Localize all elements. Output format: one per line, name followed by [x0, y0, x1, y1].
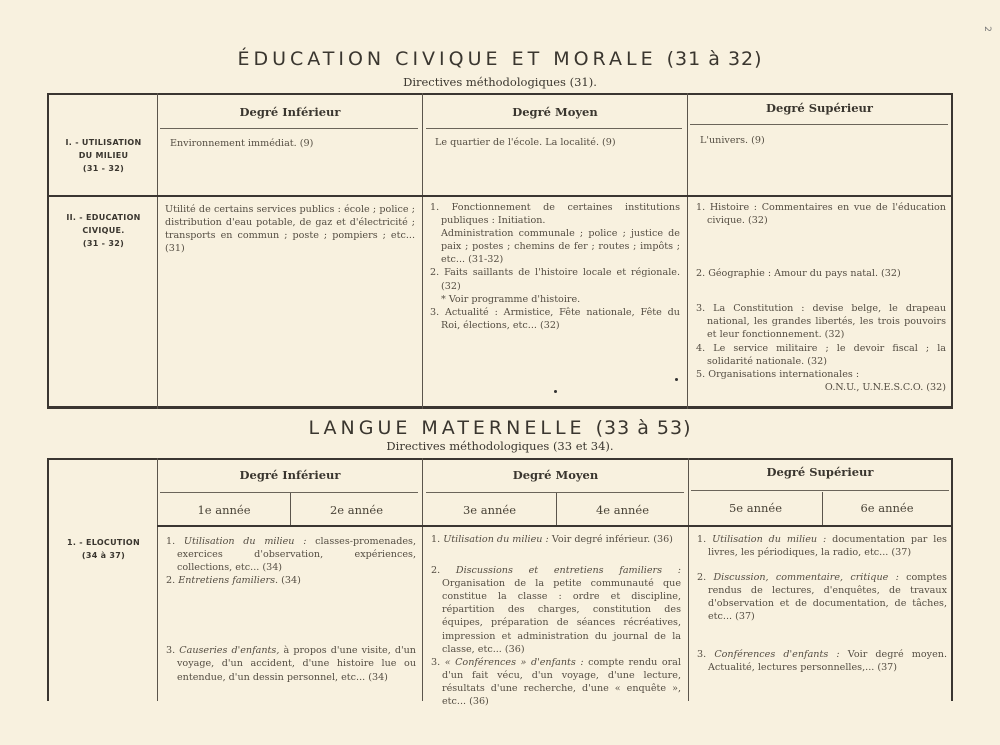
item-number: 1. [431, 534, 441, 545]
year-header: 5e année [728, 501, 783, 515]
cell-inferieur [166, 535, 416, 684]
list-item: 3. Actualité : Armistice, Fête nationale, Fête du Roi, élections, etc... (32) [430, 306, 680, 331]
list-item [166, 644, 416, 683]
section2-title-range: (33 à 53) [595, 417, 692, 439]
row-label-line: DU MILIEU [78, 151, 129, 160]
header-underline [690, 124, 948, 125]
item-text: documentation par les livres, les périodiques, la radio, etc... (37) [708, 534, 947, 559]
item-number: 3. [431, 656, 441, 668]
row-label-line: (34 à 37) [81, 551, 126, 560]
item-number: 2. [431, 565, 441, 577]
year-header: 4e année [595, 503, 650, 517]
header-underline [426, 128, 682, 129]
row-label-utilisation [50, 136, 157, 175]
header-underline [691, 490, 949, 491]
scan-speck [675, 378, 678, 381]
item-text: compte rendu oral d'un fait vécu, d'un voyage, d'une lecture, résultats d'une recherche, d'une « enquête », etc... (36) [442, 656, 681, 708]
section1-title [0, 48, 1000, 70]
year-header: 3e année [462, 503, 517, 517]
header-superieur: Degré Supérieur [766, 101, 873, 115]
item-title: Utilisation du milieu : [712, 534, 827, 545]
header-moyen: Degré Moyen [512, 105, 598, 119]
cell-inferieur: Environnement immédiat. (9) [170, 138, 314, 149]
list-item [697, 648, 947, 674]
list-item: 4. Le service militaire ; le devoir fiscal ; la solidarité nationale. (32) [696, 342, 946, 367]
list-item [166, 535, 416, 574]
cell-moyen [431, 533, 681, 708]
cell-inferieur: Utilité de certains services publics : école ; police ; distribution d'eau potable, de gaz et d'électricité ; transports en commun ; poste ; pompiers ; etc... (31) [165, 204, 415, 255]
list-item: 2. Faits saillants de l'histoire locale et régionale. (32) [430, 267, 680, 292]
row-label-elocution [50, 536, 157, 562]
header-underline [160, 128, 418, 129]
list-item: 3. La Constitution : devise belge, le drapeau national, les grandes libertés, les trois pouvoirs et leur fonctionnement. (32) [696, 303, 946, 341]
header-superieur: Degré Supérieur [766, 465, 874, 479]
list-item: 1. Fonctionnement de certaines institutions publiques : Initiation. [430, 202, 680, 227]
item-title: « Conférences » d'enfants : [444, 656, 584, 668]
list-item: 2. Géographie : Amour du pays natal. (32) [696, 268, 901, 280]
item-title: Entretiens familiers. [178, 575, 279, 587]
list-item [166, 574, 416, 587]
table-border-right [951, 458, 953, 701]
page-number: 2 [981, 26, 992, 32]
item-number: 3. [166, 645, 176, 657]
section2-title-text: LANGUE MATERNELLE [308, 417, 586, 439]
row-label-line: (31 - 32) [82, 239, 125, 248]
section1-title-text: ÉDUCATION CIVIQUE ET MORALE [237, 48, 657, 70]
header-inferieur: Degré Inférieur [239, 468, 341, 482]
header-underline [426, 492, 684, 493]
col-divider [422, 458, 423, 701]
col-divider [422, 93, 423, 409]
item-text: Organisation de la petite communauté que constitue la classe : ordre et discipline, répartition des charges, constitution des équipes, préparation de séances récréatives, impression et administration du journal de la classe, etc... (36) [442, 578, 681, 655]
list-item: 1. Histoire : Commentaires en vue de l'éducation civique. (32) [696, 202, 946, 227]
section2-subtitle: Directives méthodologiques (33 et 34). [386, 439, 614, 453]
cell-superieur [696, 201, 946, 394]
cell-superieur: L'univers. (9) [700, 135, 765, 146]
header-inferieur: Degré Inférieur [239, 105, 341, 119]
col-divider [157, 93, 158, 409]
row-label-line: 1. - ELOCUTION [66, 538, 141, 547]
col-divider [688, 458, 689, 701]
table-border-top [47, 93, 953, 95]
table-border-left [47, 458, 49, 701]
year-row-divider [157, 525, 953, 527]
row-label-line: I. - UTILISATION [65, 138, 142, 147]
item-number: 1. [166, 536, 176, 547]
item-text: à propos d'une visite, d'un voyage, d'un accident, d'une histoire lue ou entendue, d'un dessin personnel, etc... (34) [177, 645, 416, 683]
section1-title-range: (31 à 32) [666, 48, 763, 70]
item-title: Discussion, commentaire, critique : [713, 572, 899, 584]
item-number: 2. [166, 575, 176, 587]
item-title: Utilisation du milieu : [443, 534, 549, 545]
table-border-top [47, 458, 953, 460]
year-header: 2e année [329, 503, 384, 517]
header-underline [160, 492, 418, 493]
item-text: (34) [281, 575, 301, 587]
item-title: Conférences d'enfants : [714, 648, 840, 660]
cell-moyen [430, 201, 680, 332]
list-item-note: * Voir programme d'histoire. [441, 293, 581, 305]
row-label-education-civique [50, 211, 157, 250]
item-text: Voir degré inférieur. (36) [551, 534, 673, 545]
item-title: Utilisation du milieu : [183, 536, 307, 547]
list-item: 5. Organisations internationales : [696, 368, 860, 380]
list-item [431, 656, 681, 708]
scan-speck [554, 390, 557, 393]
year-header: 6e année [860, 501, 914, 515]
table-border-left [47, 93, 49, 409]
cell-moyen: Le quartier de l'école. La localité. (9) [435, 137, 616, 148]
list-item [697, 571, 947, 623]
row-label-line: (31 - 32) [82, 164, 125, 173]
item-title: Causeries d'enfants, [179, 645, 280, 657]
year-header: 1e année [197, 503, 251, 517]
item-number: 1. [697, 534, 707, 545]
section1-subtitle: Directives méthodologiques (31). [403, 75, 597, 89]
list-item [697, 533, 947, 559]
list-item-continuation: O.N.U., U.N.E.S.C.O. (32) [824, 381, 946, 393]
col-divider [157, 458, 158, 701]
item-number: 3. [697, 648, 707, 660]
table-border-right [951, 93, 953, 409]
row-label-line: CIVIQUE. [82, 226, 125, 235]
header-moyen: Degré Moyen [512, 468, 599, 482]
row-label-line: II. - EDUCATION [66, 213, 141, 222]
list-item [431, 533, 681, 546]
item-number: 2. [697, 572, 707, 584]
item-text: comptes rendus de lectures, d'enquêtes, de travaux d'observation et de documentation, de tâches, etc... (37) [708, 572, 947, 623]
list-item-continuation: Administration communale ; police ; justice de paix ; postes ; chemins de fer ; routes ; impôts ; etc... (31-32) [441, 228, 680, 266]
row-divider [47, 195, 953, 197]
item-title: Discussions et entretiens familiers : [455, 565, 681, 577]
cell-superieur [697, 533, 947, 674]
list-item [431, 564, 681, 656]
section2-title [0, 417, 1000, 439]
col-divider [687, 93, 688, 409]
item-text: classes-promenades, exercices d'observation, expériences, collections, etc... (34) [177, 536, 416, 574]
table-border-bottom [47, 406, 953, 409]
item-text: Voir degré moyen. Actualité, lectures personnelles,... (37) [708, 648, 947, 673]
